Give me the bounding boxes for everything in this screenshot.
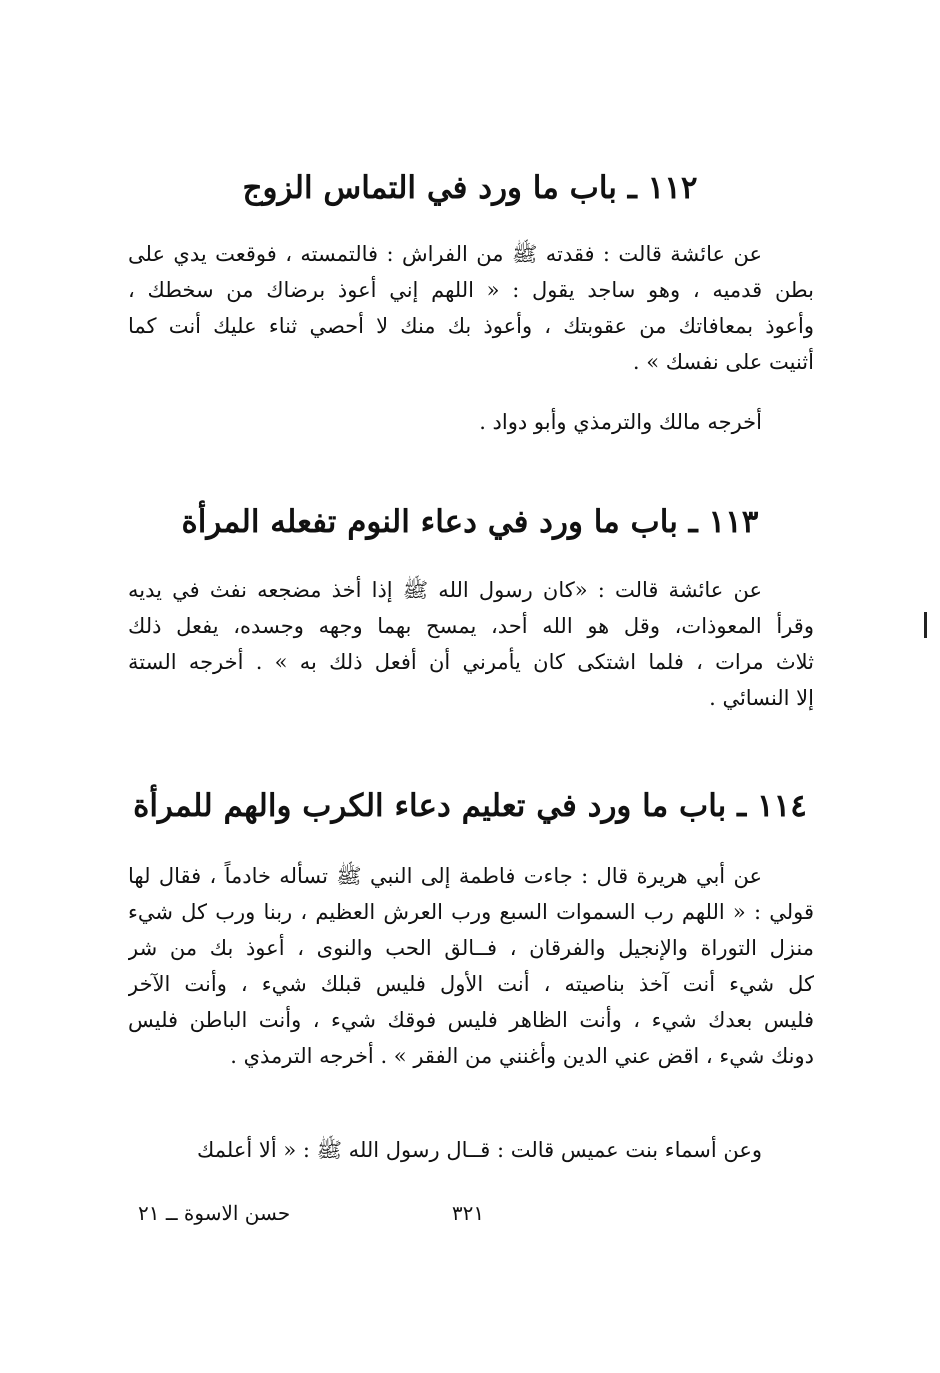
section-heading-113: ١١٣ ـ باب ما ورد في دعاء النوم تفعله المرأة bbox=[181, 504, 759, 540]
source-note-112: أخرجه مالك والترمذي وأبو دواد . bbox=[479, 410, 762, 434]
section-heading-114: ١١٤ ـ باب ما ورد في تعليم دعاء الكرب والهم للمرأة bbox=[133, 788, 807, 824]
paragraph-line: أثنيت على نفسك » . bbox=[632, 350, 814, 374]
paragraph-line: وقرأ المعوذات، وقل هو الله أحد، يمسح بهما وجهه وجسده، يفعل ذلك bbox=[128, 614, 814, 638]
paragraph-line: بطن قدميه ، وهو ساجد يقول : « اللهم إني أعوذ برضاك من سخطك ، bbox=[128, 278, 814, 302]
section-heading-112: ١١٢ ـ باب ما ورد في التماس الزوج bbox=[242, 170, 698, 206]
paragraph-line: كل شيء أنت آخذ بناصيته ، أنت الأول فليس قبلك شيء ، وأنت الآخر bbox=[128, 972, 814, 996]
paragraph-line: منزل التوراة والإنجيل والفرقان ، فــالق الحب والنوى ، أعوذ بك من شر bbox=[128, 936, 814, 960]
paragraph-line: دونك شيء ، اقض عني الدين وأغنني من الفقر » . أخرجه الترمذي . bbox=[230, 1044, 814, 1068]
paragraph-line: وأعوذ بمعافاتك من عقوبتك ، وأعوذ بك منك لا أحصي ثناء عليك أنت كما bbox=[128, 314, 814, 338]
paragraph-line: عن عائشة قالت : فقدته ﷺ من الفراش : فالتمسته ، فوقعت يدي على bbox=[128, 242, 762, 266]
paragraph-line: عن عائشة قالت : «كان رسول الله ﷺ إذا أخذ مضجعه نفث في يديه bbox=[128, 578, 762, 602]
margin-mark bbox=[924, 612, 927, 638]
paragraph-line: عن أبي هريرة قال : جاءت فاطمة إلى النبي ﷺ تسأله خادماً ، فقال لها bbox=[128, 864, 762, 888]
continuation-line: وعن أسماء بنت عميس قالت : قــال رسول الله ﷺ : « ألا أعلمك bbox=[197, 1138, 762, 1162]
paragraph-line: قولي : « اللهم رب السموات السبع ورب العرش العظيم ، ربنا ورب كل شيء bbox=[128, 900, 814, 924]
book-signature: حسن الاسوة ــ ٢١ bbox=[138, 1201, 291, 1225]
paragraph-line: ثلاث مرات ، فلما اشتكى كان يأمرني أن أفعل ذلك به » . أخرجه الستة bbox=[128, 650, 814, 674]
page-footer bbox=[128, 1196, 814, 1230]
section-paragraph-112 bbox=[128, 236, 814, 380]
page-number: ٣٢١ bbox=[451, 1201, 485, 1225]
section-paragraph-113 bbox=[128, 572, 814, 716]
section-paragraph-114 bbox=[128, 858, 814, 1074]
paragraph-line: فليس بعدك شيء ، وأنت الظاهر فليس فوقك شيء ، وأنت الباطن فليس bbox=[128, 1008, 814, 1032]
paragraph-line: إلا النسائي . bbox=[709, 686, 814, 710]
